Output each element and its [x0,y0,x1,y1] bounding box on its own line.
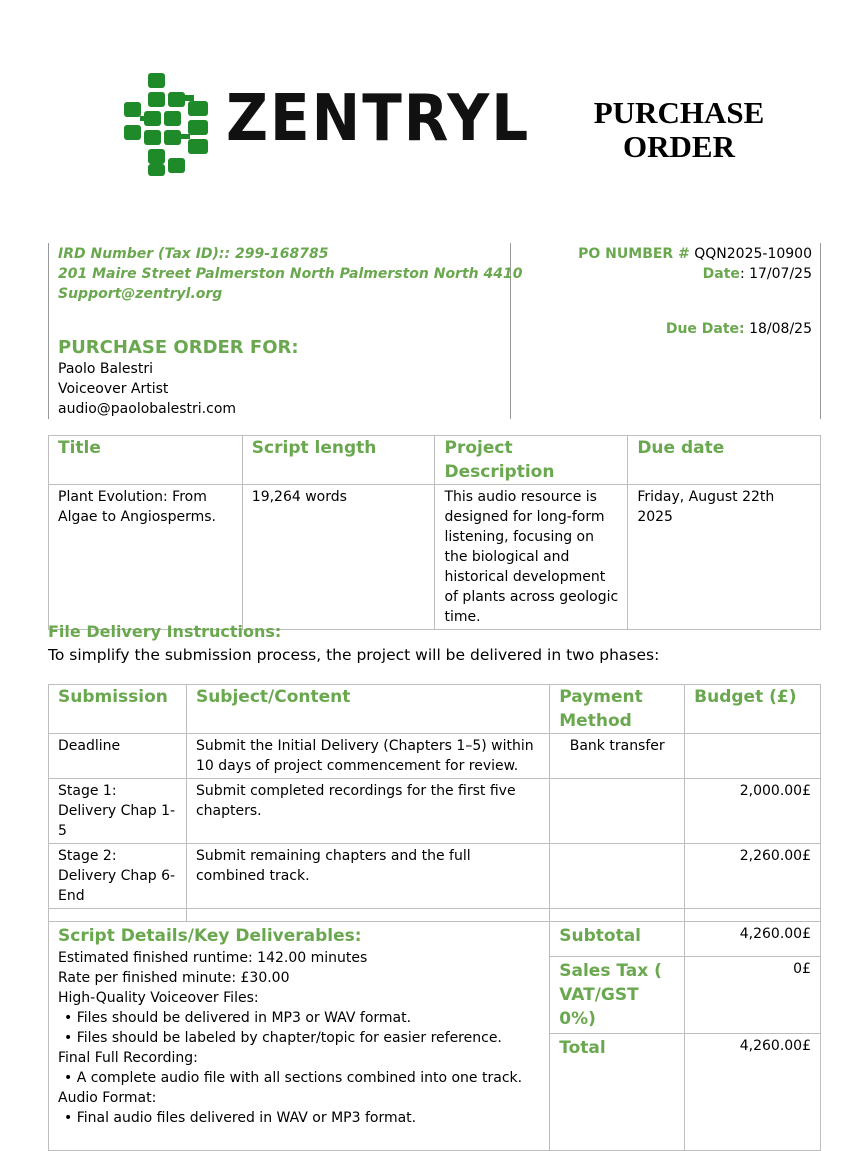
budget-cell [685,734,821,779]
file-delivery-intro: To simplify the submission process, the project will be delivered in two phases: [48,646,660,664]
divider [820,243,821,419]
submission-cell: Deadline [49,734,187,779]
subtotal-label-cell [550,922,685,957]
vendor-name: Paolo Balestri [58,361,153,377]
deliverables-title: Script Details/Key Deliverables: [58,926,362,946]
table-row-spacer [49,909,821,922]
empty-cell [685,909,821,922]
company-tax-id: IRD Number (Tax ID):: 299-168785 [58,246,329,262]
table-header-row [49,436,821,485]
header-payment-method: Payment Method [550,685,685,734]
po-due-date [666,321,812,337]
vendor-role: Voiceover Artist [58,381,169,397]
deliverable-hq-label: High-Quality Voiceover Files: [58,990,259,1006]
deliverable-final-label: Final Full Recording: [58,1050,198,1066]
table-row [49,844,821,909]
table-header-row [49,685,821,734]
deliverable-rate: Rate per finished minute: £30.00 [58,970,290,986]
document-title: PURCHASE ORDER [593,95,765,164]
header-title: Title [49,436,243,485]
empty-cell [49,909,187,922]
subtotal-value: 4,260.00£ [685,922,821,957]
divider [48,243,49,419]
header-script-length: Script length [242,436,435,485]
deliverables-cell [49,922,550,1151]
logo-wordmark: ZENTRYL [226,80,531,156]
total-label-cell [550,1034,685,1151]
project-description: This audio resource is designed for long-form listening, focusing on the biological and historical development of plants across geologic time. [435,485,628,630]
file-delivery-title: File Delivery Instructions: [48,622,282,641]
header-budget: Budget (£) [685,685,821,734]
content-cell: Submit remaining chapters and the full combined track. [186,844,549,909]
po-due-value: 18/08/25 [749,321,812,337]
empty-cell [550,909,685,922]
tax-label-cell [550,957,685,1034]
project-due-date: Friday, August 22th 2025 [628,485,821,630]
payment-cell [550,844,685,909]
po-number-label: PO NUMBER # [578,246,690,262]
script-length: 19,264 words [242,485,435,630]
deliverable-bullet: • A complete audio file with all sections combined into one track. [64,1070,523,1086]
total-value: 4,260.00£ [685,1034,821,1151]
deliverable-bullet: • Files should be labeled by chapter/topic for easier reference. [64,1030,502,1046]
company-address: 201 Maire Street Palmerston North Palmerston North 4410 [58,266,523,282]
deliverable-format-label: Audio Format: [58,1090,157,1106]
delivery-table [48,684,821,1151]
vendor-email: audio@paolobalestri.com [58,401,237,417]
project-title: Plant Evolution: From Algae to Angiosperms. [49,485,243,630]
deliverable-bullet: • Files should be delivered in MP3 or WAV format. [64,1010,412,1026]
table-row [49,485,821,630]
payment-cell: Bank transfer [550,734,685,779]
header-submission: Submission [49,685,187,734]
empty-cell [186,909,549,922]
po-due-label: Due Date: [665,321,745,337]
subtotal-label: Subtotal [559,926,642,946]
po-number [578,246,812,262]
header-due-date: Due date [628,436,821,485]
company-logo [118,70,531,185]
header-project-description: Project Description [435,436,628,485]
header-subject-content: Subject/Content [186,685,549,734]
deliverable-runtime: Estimated finished runtime: 142.00 minutes [58,950,368,966]
budget-cell: 2,260.00£ [685,844,821,909]
budget-cell: 2,000.00£ [685,779,821,844]
content-cell: Submit completed recordings for the first five chapters. [186,779,549,844]
content-cell: Submit the Initial Delivery (Chapters 1–5) within 10 days of project commencement for review. [186,734,549,779]
payment-cell [550,779,685,844]
summary-row [49,922,821,957]
logo-mark-icon [118,70,218,180]
submission-cell: Stage 2: Delivery Chap 6-End [49,844,187,909]
tax-label: Sales Tax ( VAT/GST 0%) [559,961,662,1029]
table-row [49,779,821,844]
po-date-label: Date [702,266,740,282]
submission-cell: Stage 1: Delivery Chap 1-5 [49,779,187,844]
company-email: Support@zentryl.org [58,286,223,302]
po-for-label: PURCHASE ORDER FOR: [58,337,299,358]
po-date-sep: : [739,266,745,282]
po-number-value: QQN2025-10900 [694,246,812,262]
tax-value: 0£ [685,957,821,1034]
table-row [49,734,821,779]
total-label: Total [559,1038,606,1058]
deliverable-bullet: • Final audio files delivered in WAV or MP3 format. [64,1110,417,1126]
po-date [703,266,812,282]
project-table [48,435,821,630]
po-date-value: 17/07/25 [749,266,812,282]
